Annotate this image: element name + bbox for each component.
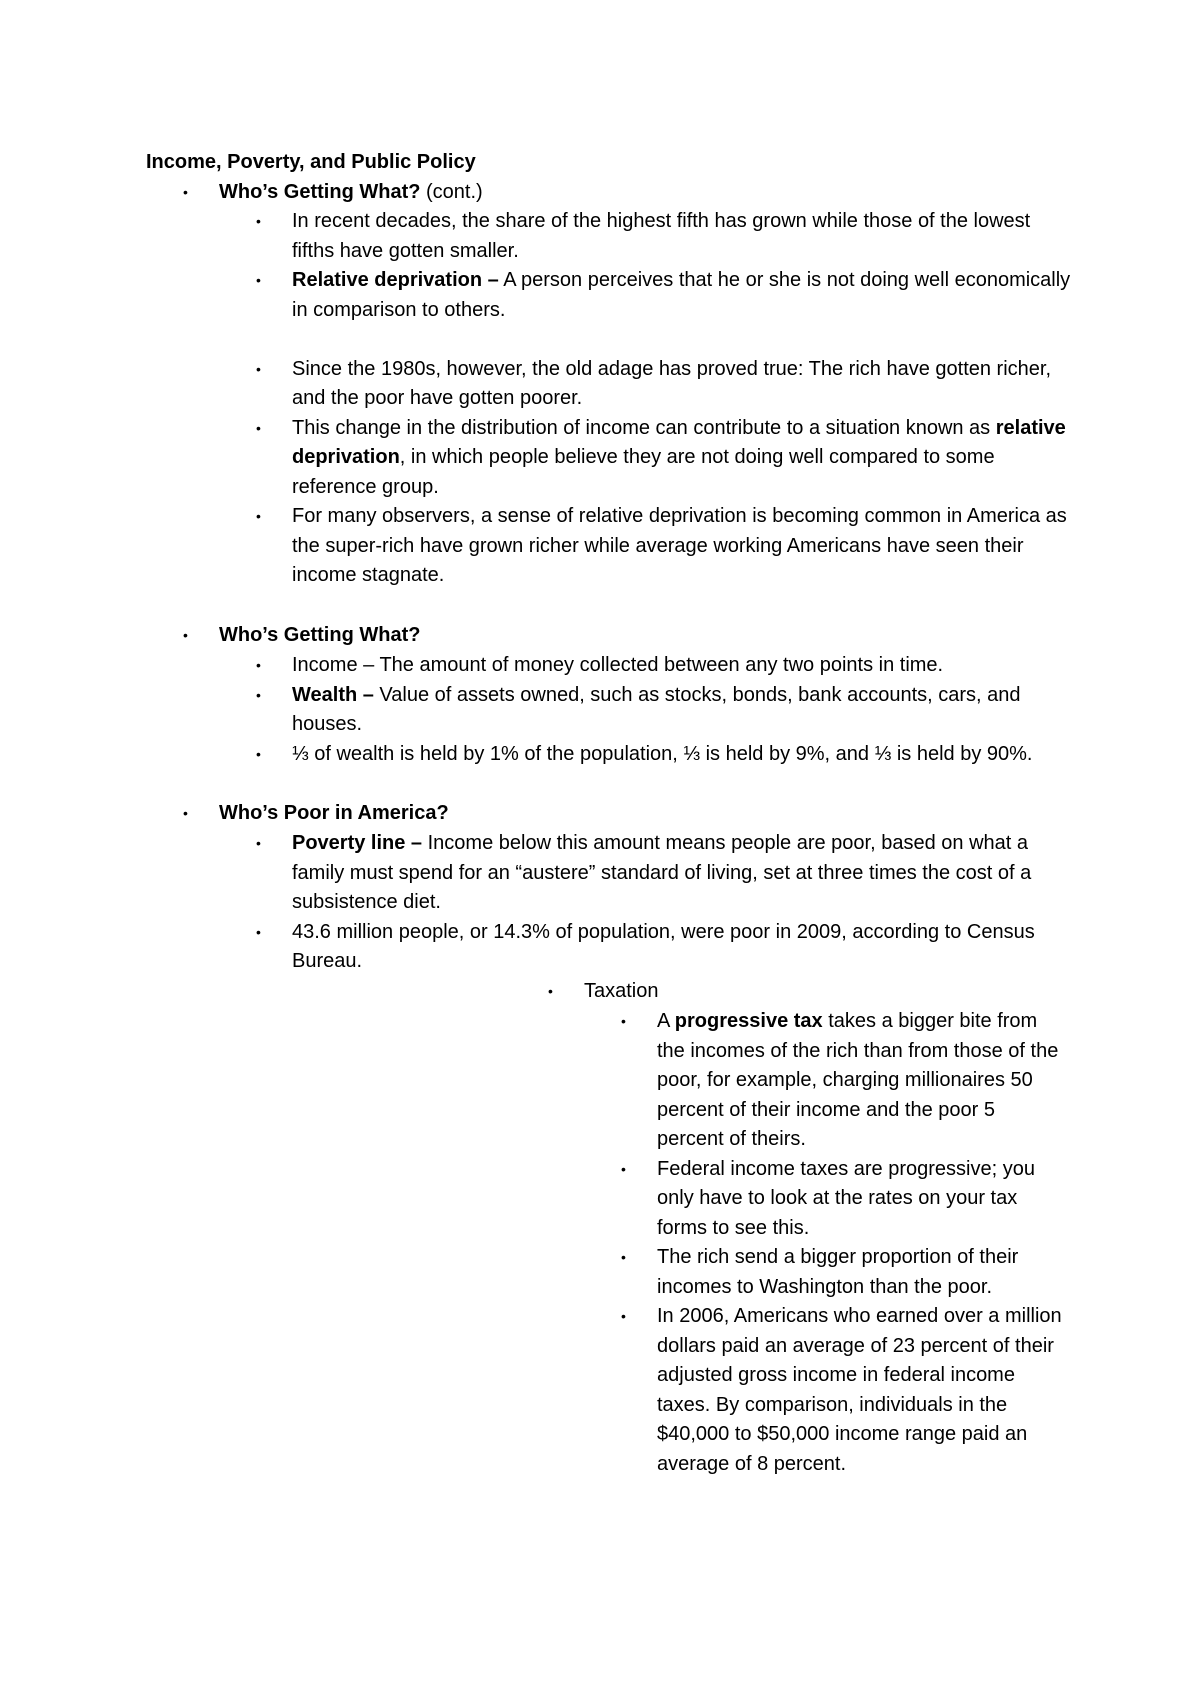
heading-bold: Who’s Getting What? xyxy=(219,624,421,646)
bullet-glyph: • xyxy=(256,508,261,524)
term-bold: Relative deprivation – xyxy=(292,269,499,291)
section2-items xyxy=(256,651,1072,769)
list-item xyxy=(256,740,1072,770)
heading-rest: (cont.) xyxy=(420,181,483,203)
list-item xyxy=(621,1155,1067,1244)
bullet-glyph: • xyxy=(548,983,553,999)
heading-text: Taxation xyxy=(584,980,659,1002)
list-item-text: A person perceives that he or she is not doing well economically in comparison to others. xyxy=(292,269,1071,321)
list-item-text: Federal income taxes are progressive; you only have to look at the rates on your tax forms to see this. xyxy=(657,1157,1035,1239)
section1-items xyxy=(256,207,1072,591)
bullet-glyph: • xyxy=(183,627,188,643)
section-whos-getting-what xyxy=(183,621,1099,651)
list-item xyxy=(256,829,1072,918)
list-item-pre: A xyxy=(657,1010,675,1032)
bullet-glyph: • xyxy=(256,923,261,940)
list-item-text: 43.6 million people, or 14.3% of population, were poor in 2009, according to Census Bureau. xyxy=(292,920,1035,972)
list-item xyxy=(256,681,1072,740)
list-item xyxy=(256,502,1072,591)
bullet-glyph: • xyxy=(621,1160,626,1177)
list-item xyxy=(256,918,1072,977)
list-item xyxy=(621,1007,1067,1155)
bullet-glyph: • xyxy=(621,1308,626,1324)
list-item xyxy=(621,1302,1067,1479)
section-whos-poor xyxy=(183,799,1099,829)
term-bold: relative deprivation xyxy=(292,416,1066,468)
bullet-glyph: • xyxy=(256,686,261,703)
heading-bold: Who’s Getting What? xyxy=(219,181,421,203)
bullet-glyph: • xyxy=(256,657,261,673)
term-bold: progressive tax xyxy=(674,1010,823,1032)
section-heading xyxy=(183,799,1099,829)
list-item-pre: This change in the distribution of income can contribute to a situation known as xyxy=(292,416,996,439)
section-heading xyxy=(548,977,1084,1007)
list-item-text: Income – The amount of money collected between any two points in time. xyxy=(292,654,944,676)
list-item-text: In 2006, Americans who earned over a million dollars paid an average of 23 percent of their adjusted gross income in federal income taxes. By comparison, individuals in the $40,000 to $50,000 income range paid an average of 8 percent. xyxy=(657,1305,1062,1475)
list-item-text: In recent decades, the share of the highest fifth has grown while those of the lowest fifths have gotten smaller. xyxy=(292,210,1031,262)
document-title: Income, Poverty, and Public Policy xyxy=(146,151,476,173)
list-item xyxy=(256,355,1072,414)
section4-items xyxy=(621,1007,1067,1479)
bullet-glyph: • xyxy=(256,835,261,851)
list-item xyxy=(621,1243,1067,1302)
list-item-text: , in which people believe they are not doing well compared to some reference group. xyxy=(292,446,995,498)
bullet-glyph: • xyxy=(256,745,261,762)
term-bold: Wealth – xyxy=(292,683,374,706)
list-item xyxy=(256,651,1072,681)
list-item-text: Since the 1980s, however, the old adage has proved true: The rich have gotten richer, and the poor have gotten poorer. xyxy=(292,357,1052,409)
bullet-glyph: • xyxy=(256,272,261,288)
section-whos-getting-what-cont xyxy=(183,178,1099,208)
section-heading xyxy=(183,178,1099,208)
section-heading xyxy=(183,621,1099,651)
list-item-text: Value of assets owned, such as stocks, bonds, bank accounts, cars, and houses. xyxy=(292,683,1021,735)
bullet-glyph: • xyxy=(256,360,261,377)
list-item xyxy=(256,207,1072,266)
section3-items xyxy=(256,829,1072,977)
bullet-glyph: • xyxy=(256,419,261,436)
bullet-glyph: • xyxy=(256,213,261,229)
bullet-glyph: • xyxy=(183,805,188,821)
bullet-glyph: • xyxy=(621,1013,626,1029)
bullet-glyph: • xyxy=(183,184,188,200)
heading-bold: Who’s Poor in America? xyxy=(219,802,449,824)
list-item-text: Income below this amount means people are poor, based on what a family must spend for an “austere” standard of living, set at three times the cost of a subsistence diet. xyxy=(292,832,1032,913)
bullet-glyph: • xyxy=(621,1249,626,1265)
list-item-text: takes a bigger bite from the incomes of the rich than from those of the poor, for example, charging millionaires 50 percent of their income and the poor 5 percent of theirs. xyxy=(657,1010,1059,1150)
list-item xyxy=(256,414,1072,503)
section-taxation xyxy=(548,977,1084,1007)
list-item-text: The rich send a bigger proportion of their incomes to Washington than the poor. xyxy=(657,1246,1019,1298)
list-item-text: For many observers, a sense of relative deprivation is becoming common in America as the super-rich have grown richer while average working Americans have seen their income stagnate. xyxy=(292,505,1067,586)
list-item xyxy=(256,266,1072,325)
term-bold: Poverty line – xyxy=(292,832,423,854)
list-item-text: ⅓ of wealth is held by 1% of the population, ⅓ is held by 9%, and ⅓ is held by 90%. xyxy=(292,742,1033,765)
